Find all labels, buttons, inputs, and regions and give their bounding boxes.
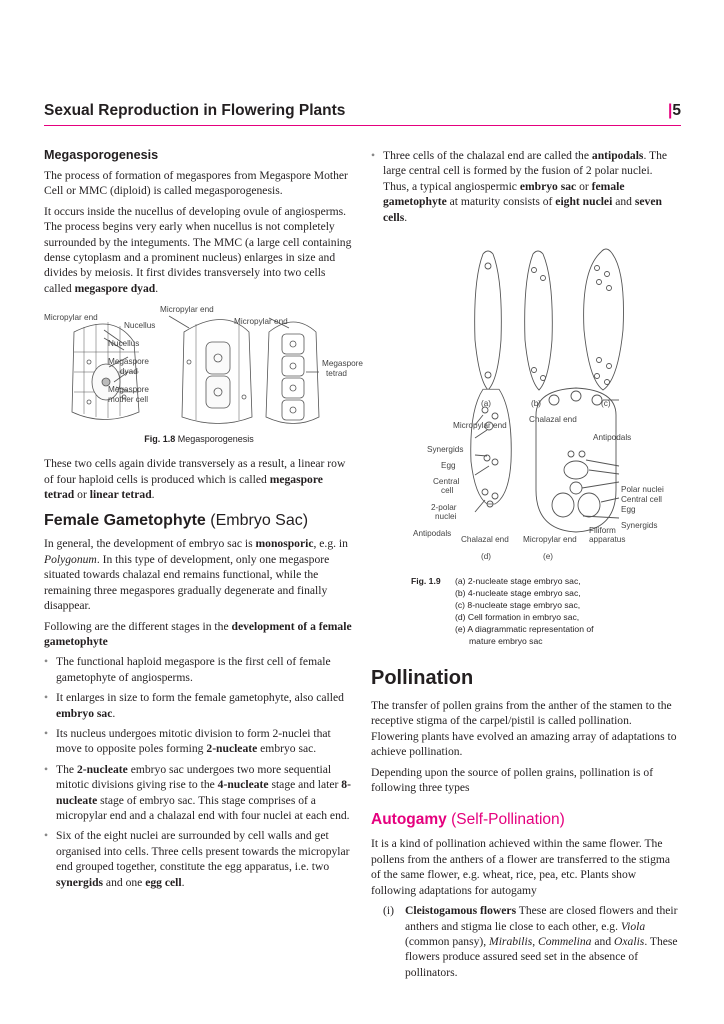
list-item: • Three cells of the chalazal end are called the antipodals. The large central cell is formed by the fusion of 2 polar nuclei. Thus, a typical angiospermic embryo sac or female gametophyte at maturity consists of eight nuclei and seven cells. xyxy=(371,148,681,225)
paragraph: It is a kind of pollination achieved within the same flower. The pollens from the anthers of a flower are transferred to the stigma of the same flower, e.g. wheat, rice, pea, etc. Plants show following adaptations for autogamy xyxy=(371,837,671,897)
fig-label: Synergids xyxy=(621,521,658,531)
page-bar: | xyxy=(668,102,673,119)
paragraph: Following are the different stages in the development of a female gametophyte xyxy=(44,619,352,648)
list-item: • The 2-nucleate embryo sac undergoes two more sequential mitotic divisions giving rise to the 4-nucleate stage and later 8-nucleate stage of embryo sac. This stage comprises of a micropylar end and a chalazal end with four nuclei at each end. xyxy=(44,762,354,824)
fig-label: Micropylar end xyxy=(44,313,98,323)
list-item: • The functional haploid megaspore is the first cell of female gametophyte of angiosperms. xyxy=(44,654,354,685)
page-num: 5 xyxy=(672,102,681,119)
fig-label: dyad xyxy=(120,367,138,377)
fig-label: Micropylar end xyxy=(234,317,288,327)
paragraph: These two cells again divide transversely as a result, a linear row of four haploid cells is produced which is called megaspore tetrad or linear tetrad. xyxy=(44,457,346,502)
fig-label: Micropylar end xyxy=(453,421,507,431)
fig-label: apparatus xyxy=(589,535,626,545)
female-gametophyte-heading: Female Gametophyte (Embryo Sac) xyxy=(44,512,309,530)
paragraph: The process of formation of megaspores from Megaspore Mother Cell or MMC (diploid) is called megasporogenesis. xyxy=(44,169,348,198)
fig-label: Megaspore xyxy=(322,359,363,369)
list-item: • Its nucleus undergoes mitotic division to form 2-nuclei that move to opposite poles forming 2-nucleate embryo sac. xyxy=(44,726,354,757)
fig-label: mother cell xyxy=(108,395,149,405)
right-column xyxy=(371,148,681,980)
fig-label: Micropylar end xyxy=(160,305,214,315)
fig-1-9-bottom-labels xyxy=(371,523,681,575)
fig-label: Synergids xyxy=(427,445,464,455)
figure-caption: Fig. 1.8 Megasporogenesis xyxy=(144,434,254,445)
paragraph: It occurs inside the nucellus of developing ovule of angiosperms. The process begins very early when nucellus is not completely surrounded by the integuments. The MMC (a large cell containing dense cytoplasm and a prominent nucleus) enlarges in size and divides by meiosis. It first divides transversely into two cells called megaspore dyad. xyxy=(44,204,352,295)
fig-label: 2-polar xyxy=(431,503,457,513)
fig-label: Antipodals xyxy=(593,433,632,443)
left-column xyxy=(44,148,363,895)
paragraph: Depending upon the source of pollen grains, pollination is of following three types xyxy=(371,765,654,795)
page-header xyxy=(44,102,681,126)
fig-label: tetrad xyxy=(326,369,347,379)
fig-label: Polar nuclei xyxy=(621,485,664,495)
chapter-title: Sexual Reproduction in Flowering Plants xyxy=(44,102,346,119)
autogamy-heading: Autogamy (Self-Pollination) xyxy=(371,811,565,829)
fig-label: Filiform xyxy=(589,526,616,536)
fig-label: Nucellus xyxy=(124,321,156,331)
stage-list xyxy=(44,654,354,890)
fig-label: Central cell xyxy=(621,495,662,505)
embryo-sac-diagram xyxy=(371,230,681,539)
megasporogenesis-diagram xyxy=(44,302,363,432)
figure-1-8 xyxy=(44,302,363,445)
fig-label: (c) xyxy=(601,399,611,409)
fig-label: cell xyxy=(441,486,454,496)
adaptation-list xyxy=(371,903,681,980)
fig-label: Chalazal end xyxy=(461,535,509,545)
paragraph: In general, the development of embryo sac is monosporic, e.g. in Polygonum. In this type of development, only one megaspore situated towards chalazal end remains functional, while the remaining three megaspores gradually degenerate and finally disappear. xyxy=(44,537,348,613)
fig-label: Antipodals xyxy=(413,529,452,539)
fig-label: Megaspore xyxy=(108,385,149,395)
fig-label: (a) xyxy=(481,399,492,409)
fig-label: Central xyxy=(433,477,460,487)
fig-label: (e) xyxy=(543,552,554,562)
megasporogenesis-heading: Megasporogenesis xyxy=(44,148,159,162)
fig-label: (d) xyxy=(481,552,492,562)
fig-label: Chalazal end xyxy=(529,415,577,425)
fig-label: Micropylar end xyxy=(523,535,577,545)
list-item: • Six of the eight nuclei are surrounded by cell walls and get organised into cells. Three cells present towards the micropylar end grouped together, constitute the egg apparatus, i.e. two synergids and one egg cell. xyxy=(44,828,354,890)
fig-label: nuclei xyxy=(435,512,457,522)
list-item: (i) Cleistogamous flowers These are closed flowers and their anthers and stigma lie close to each other, e.g. Viola (common pansy), Mirabilis, Commelina and Oxalis. These flowers produce assured seed set in the absence of pollinators. xyxy=(383,904,678,979)
paragraph: The transfer of pollen grains from the anther of the stamen to the receptive stigma of the carpel/pistil is called pollination. Flowering plants have evolved an amazing array of adaptations to achieve pollination. xyxy=(371,699,677,759)
fig-label: Nucellus xyxy=(108,339,140,349)
fig-label: (b) xyxy=(531,399,542,409)
fig-label: Egg xyxy=(621,505,636,515)
figure-caption: Fig. 1.9 (a) 2-nucleate stage embryo sac, (b) 4-nucleate stage embryo sac, (c) 8-nucleate stage embryo sac, (d) Cell formation in embryo sac, (e) A diagrammatic representation of mature embryo sac xyxy=(411,576,594,647)
list-item: • It enlarges in size to form the female gametophyte, also called embryo sac. xyxy=(44,690,354,721)
figure-1-9 xyxy=(371,230,681,539)
pollination-heading: Pollination xyxy=(371,667,474,690)
stage-list-cont xyxy=(371,148,681,225)
fig-label: Megaspore xyxy=(108,357,149,367)
fig-label: Egg xyxy=(441,461,456,471)
page-number xyxy=(668,102,681,120)
